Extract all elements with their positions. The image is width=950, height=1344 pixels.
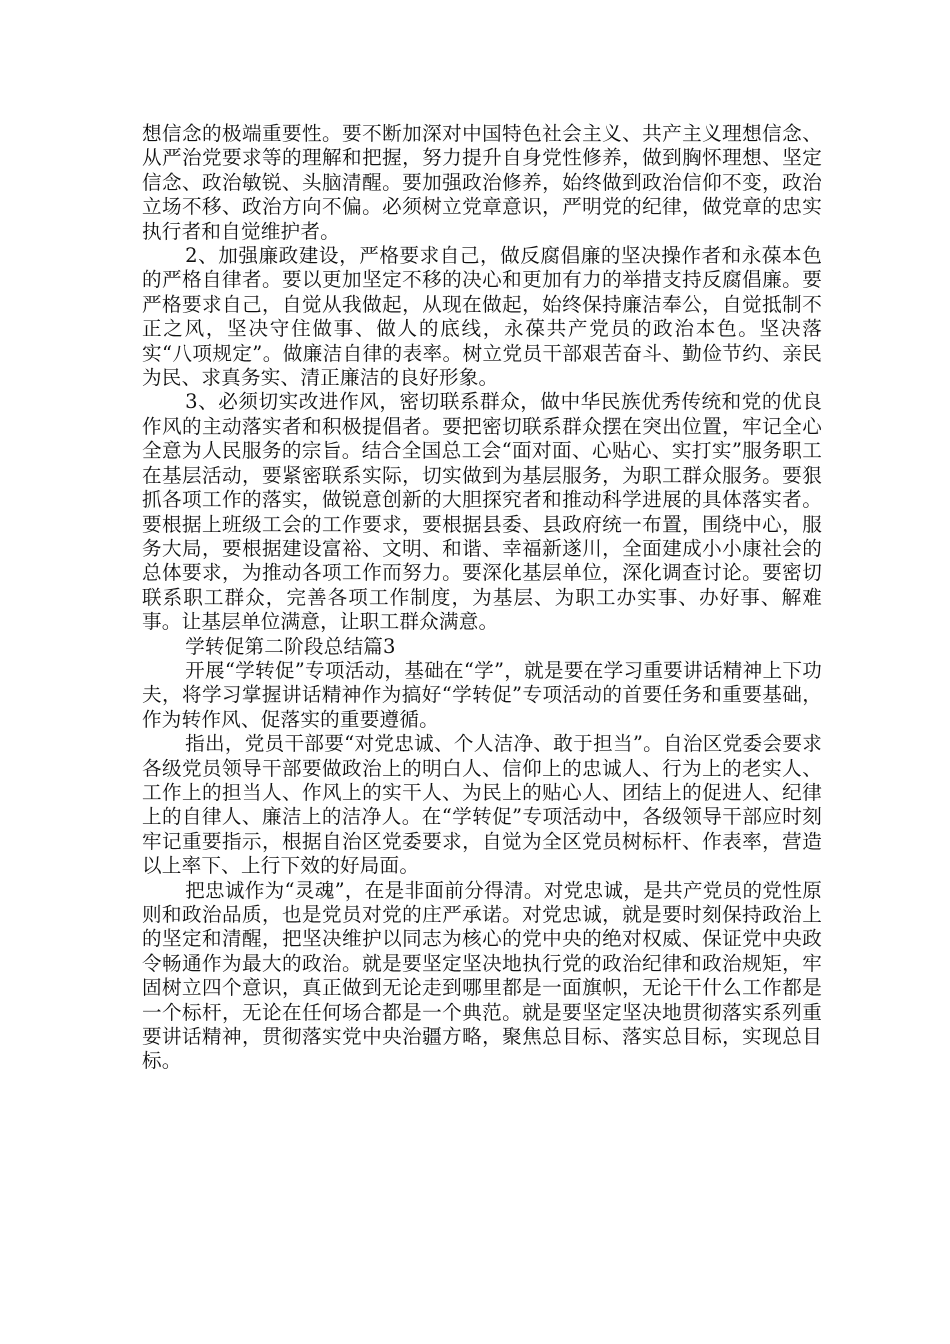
paragraph-work-style: 3、必须切实改进作风，密切联系群众，做中华民族优秀传统和党的优良作风的主动落实者和积极提倡者。要把密切联系群众摆在突出位置，牢记全心全意为人民服务的宗旨。结合全国总工会“面对面、心贴心、实打实”服务职工在基层活动，要紧密联系实际，切实做到为基层服务，为职工群众服务。要狠抓各项工作的落实，做锐意创新的大胆探究者和推动科学进展的具体落实者。要根据上班级工会的工作要求，要根据县委、县政府统一布置，围绕中心，服务大局，要根据建设富裕、文明、和谐、幸福新遂川，全面建成小小康社会的总体要求，为推动各项工作而努力。要深化基层单位，深化调查讨论。要密切联系职工群众，完善各项工作制度，为基层、为职工办实事、办好事、解难事。让基层单位满意，让职工群众满意。 xyxy=(142,390,822,634)
paragraph-loyalty-soul: 把忠诚作为“灵魂”，在是非面前分得清。对党忠诚，是共产党员的党性原则和政治品质，也是党员对党的庄严承诺。对党忠诚，就是要时刻保持政治上的坚定和清醒，把坚决维护以同志为核心的党中央的绝对权威、保证党中央政令畅通作为最大的政治。就是要坚定坚决地执行党的政治纪律和政治规矩，牢固树立四个意识，真正做到无论走到哪里都是一面旗帜，无论干什么工作都是一个标杆，无论在任何场合都是一个典范。就是要坚定坚决地贯彻落实系列重要讲话精神，贯彻落实党中央治疆方略，聚焦总目标、落实总目标，实现总目标。 xyxy=(142,878,822,1073)
document-body xyxy=(142,122,822,1074)
paragraph-loyalty-requirements: 指出，党员干部要“对党忠诚、个人洁净、敢于担当”。自治区党委会要求各级党员领导干部要做政治上的明白人、信仰上的忠诚人、行为上的老实人、工作上的担当人、作风上的实干人、为民上的贴心人、团结上的促进人、纪律上的自律人、廉洁上的洁净人。在“学转促”专项活动中，各级领导干部应时刻牢记重要指示，根据自治区党委要求，自觉为全区党员树标杆、作表率，营造以上率下、上行下效的好局面。 xyxy=(142,732,822,878)
section-heading: 学转促第二阶段总结篇3 xyxy=(185,634,396,658)
paragraph-study: 开展“学转促”专项活动，基础在“学”，就是要在学习重要讲话精神上下功夫，将学习掌握讲话精神作为搞好“学转促”专项活动的首要任务和重要基础，作为转作风、促落实的重要遵循。 xyxy=(142,658,822,731)
paragraph-continuation: 想信念的极端重要性。要不断加深对中国特色社会主义、共产主义理想信念、从严治党要求等的理解和把握，努力提升自身党性修养，做到胸怀理想、坚定信念、政治敏锐、头脑清醒。要加强政治修养，始终做到政治信仰不变，政治立场不移、政治方向不偏。必须树立党章意识，严明党的纪律，做党章的忠实执行者和自觉维护者。 xyxy=(142,122,822,243)
paragraph-integrity: 2、加强廉政建设，严格要求自己，做反腐倡廉的坚决操作者和永葆本色的严格自律者。要以更加坚定不移的决心和更加有力的举措支持反腐倡廉。要严格要求自己，自觉从我做起，从现在做起，始终保持廉洁奉公，自觉抵制不正之风，坚决守住做事、做人的底线，永葆共产党员的政治本色。坚决落实“八项规定”。做廉洁自律的表率。树立党员干部艰苦奋斗、勤俭节约、亲民为民、求真务实、清正廉洁的良好形象。 xyxy=(142,244,822,390)
